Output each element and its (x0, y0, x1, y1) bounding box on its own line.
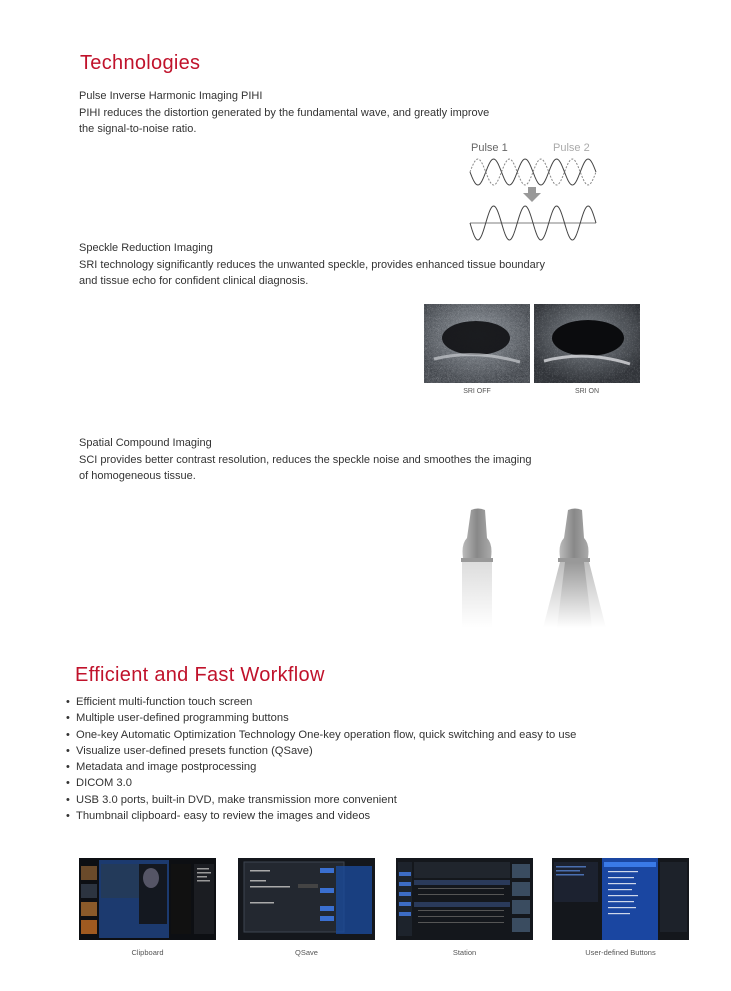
workflow-feature-list (66, 694, 576, 824)
pulse1-label: Pulse 1 (471, 142, 508, 154)
workflow-heading: Efficient and Fast Workflow (75, 664, 325, 686)
pulse-waveform-diagram (468, 137, 598, 247)
pihi-section (79, 88, 489, 138)
pihi-desc-line1: PIHI reduces the distortion generated by the fundamental wave, and greatly improve (79, 106, 490, 119)
station-caption: Station (452, 948, 477, 957)
sci-desc-line2: of homogeneous tissue. (79, 470, 196, 482)
sci-section (79, 435, 531, 485)
sci-desc-line1: SCI provides better contrast resolution, reduces the speckle noise and smoothes the imaging (79, 453, 532, 466)
sci-title: Spatial Compound Imaging (79, 437, 212, 449)
list-item: • Efficient multi-function touch screen (66, 694, 576, 710)
list-item: • One-key Automatic Optimization Technology One-key operation flow, quick switching and easy to use (66, 727, 576, 743)
user-defined-buttons-caption: User-defined Buttons (585, 948, 656, 957)
down-arrow-icon (523, 187, 541, 202)
list-item: • Visualize user-defined presets function (QSave) (66, 743, 576, 759)
list-item: • Multiple user-defined programming buttons (66, 710, 576, 726)
list-item: • Metadata and image postprocessing (66, 759, 576, 775)
list-item: • Thumbnail clipboard- easy to review the images and videos (66, 808, 576, 824)
sri-desc-line2: and tissue echo for confident clinical diagnosis. (79, 275, 309, 287)
probe-single-beam (443, 508, 513, 628)
user-defined-buttons-screenshot (552, 858, 689, 940)
probe-compound-beam (540, 508, 610, 628)
qsave-caption: QSave (295, 948, 318, 957)
clipboard-screenshot (79, 858, 216, 940)
clipboard-caption: Clipboard (131, 948, 164, 957)
pulse2-label: Pulse 2 (553, 142, 590, 154)
pulse1-wave (470, 159, 596, 185)
list-item: • USB 3.0 ports, built-in DVD, make transmission more convenient (66, 792, 576, 808)
sri-off-image (424, 304, 530, 383)
sri-title: Speckle Reduction Imaging (79, 242, 213, 254)
pihi-title: Pulse Inverse Harmonic Imaging PIHI (79, 90, 263, 102)
sri-section (79, 240, 545, 290)
technologies-heading: Technologies (80, 52, 201, 74)
sri-on-caption: SRI ON (574, 388, 600, 395)
list-item: • DICOM 3.0 (66, 775, 576, 791)
qsave-screenshot (238, 858, 375, 940)
sri-off-caption: SRI OFF (463, 388, 491, 395)
station-screenshot (396, 858, 533, 940)
sri-desc-line1: SRI technology significantly reduces the unwanted speckle, provides enhanced tissue boundary (79, 258, 545, 271)
sri-on-image (534, 304, 640, 383)
pihi-desc-line2: the signal-to-noise ratio. (79, 123, 197, 135)
